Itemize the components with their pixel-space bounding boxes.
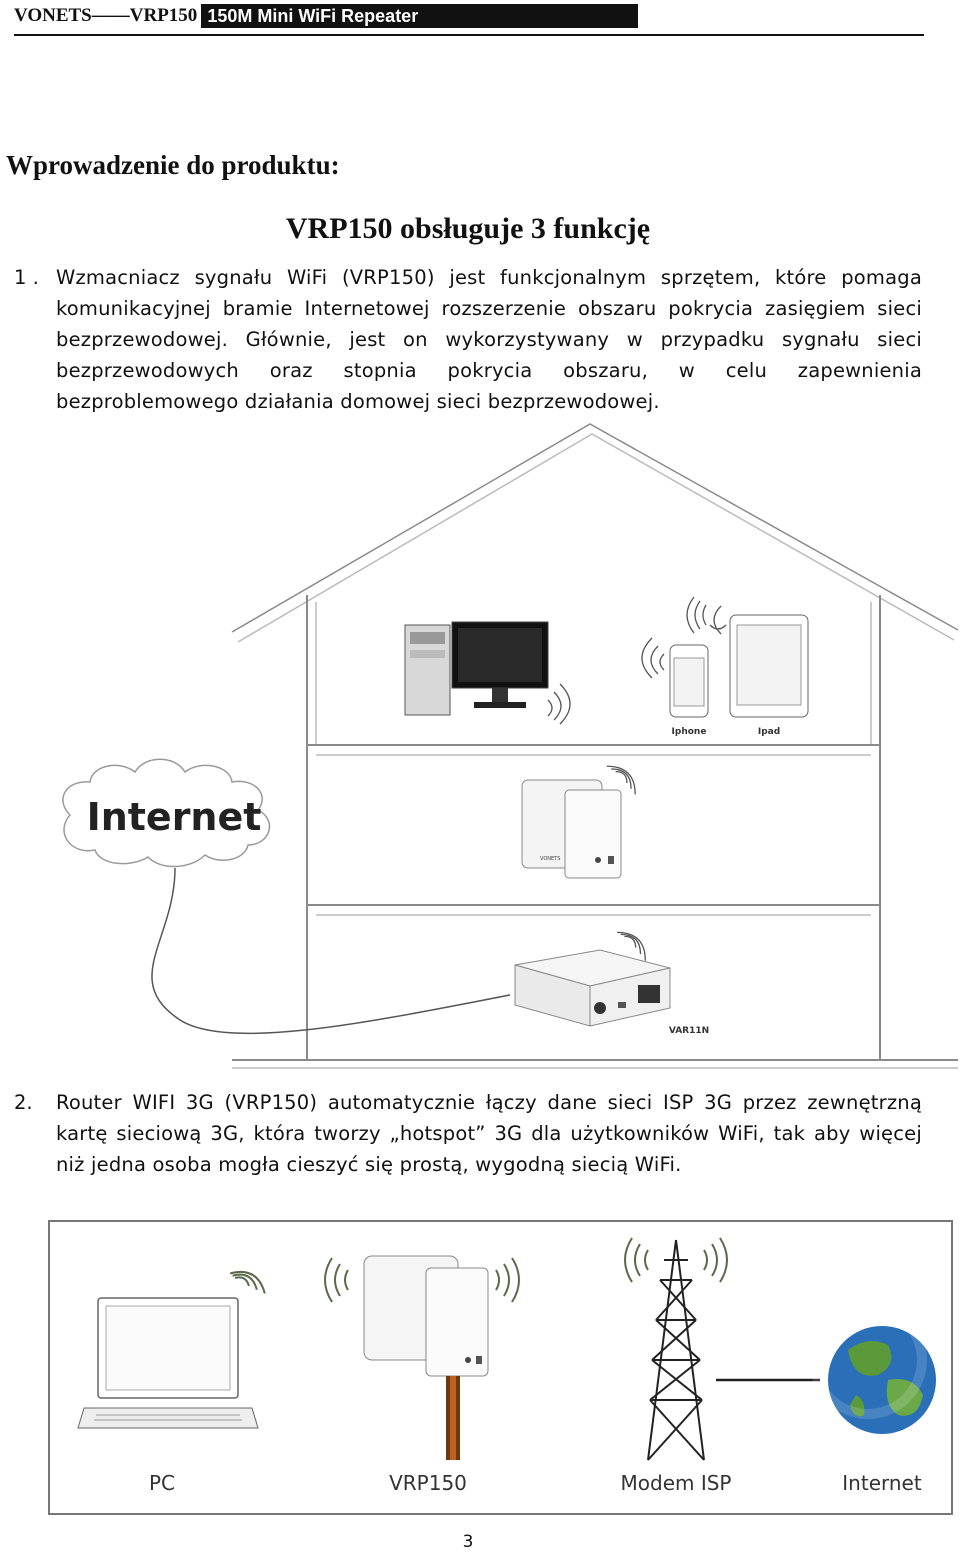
item1-number: 1 . bbox=[14, 266, 39, 289]
wifi-waves-repeater bbox=[607, 759, 642, 794]
house-roof bbox=[232, 424, 958, 642]
3g-router-figure bbox=[48, 1220, 954, 1516]
wifi-waves-iphone bbox=[642, 638, 664, 678]
house-network-figure bbox=[0, 420, 960, 1070]
router-label: VAR11N bbox=[668, 1026, 710, 1036]
ipad-label: Ipad bbox=[757, 727, 781, 737]
main-title: VRP150 obsługuje 3 funkcję bbox=[285, 212, 651, 245]
header-brand: VONETS——VRP150 bbox=[14, 5, 198, 26]
label-pc: PC bbox=[148, 1471, 176, 1495]
vrp150-on-socket bbox=[522, 780, 621, 878]
network-cable bbox=[152, 868, 510, 1033]
label-internet: Internet bbox=[842, 1471, 922, 1495]
wifi-waves-ipad bbox=[687, 597, 726, 634]
iphone-device bbox=[670, 645, 708, 717]
page-header bbox=[14, 3, 638, 29]
label-modem-isp: Modem ISP bbox=[620, 1471, 732, 1495]
item1-paragraph: Wzmacniacz sygnału WiFi (VRP150) jest funkcjonalnym sprzętem, które pomaga komunikacyjnej bramie Internetowej rozszerzenie obszaru pokrycia zasięgiem sieci bezprzewodowej. Głównie, jest on wykorzystywany w przypadku sygnału sieci bezprzewodowych oraz stopnia pokrycia obszaru, w celu zapewnienia bezproblemowego działania domowej sieci bezprzewodowej. bbox=[56, 266, 922, 413]
laptop-icon bbox=[78, 1298, 258, 1428]
ipad-device bbox=[730, 615, 808, 717]
section-title: Wprowadzenie do produktu: bbox=[6, 150, 340, 180]
iphone-label: Iphone bbox=[671, 727, 707, 737]
desktop-computer bbox=[405, 622, 548, 715]
header-product-title: 150M Mini WiFi Repeater bbox=[201, 4, 638, 28]
label-vrp150: VRP150 bbox=[389, 1471, 467, 1495]
router-var11n bbox=[515, 950, 670, 1026]
item2-paragraph: Router WIFI 3G (VRP150) automatycznie łączy dane sieci ISP 3G przez zewnętrzną kartę sieciową 3G, która tworzy „hotspot” 3G dla użytkowników WiFi, tak aby więcej niż jedna osoba mogła cieszyć się prostą, wygodną siecią WiFi. bbox=[56, 1091, 922, 1176]
header-rule bbox=[14, 34, 924, 36]
wifi-waves-pc bbox=[548, 684, 570, 724]
cloud-label: Internet bbox=[86, 795, 262, 839]
item2-number: 2. bbox=[14, 1091, 33, 1114]
svg-text:VONETS: VONETS bbox=[540, 856, 561, 862]
page-number: 3 bbox=[462, 1532, 474, 1552]
